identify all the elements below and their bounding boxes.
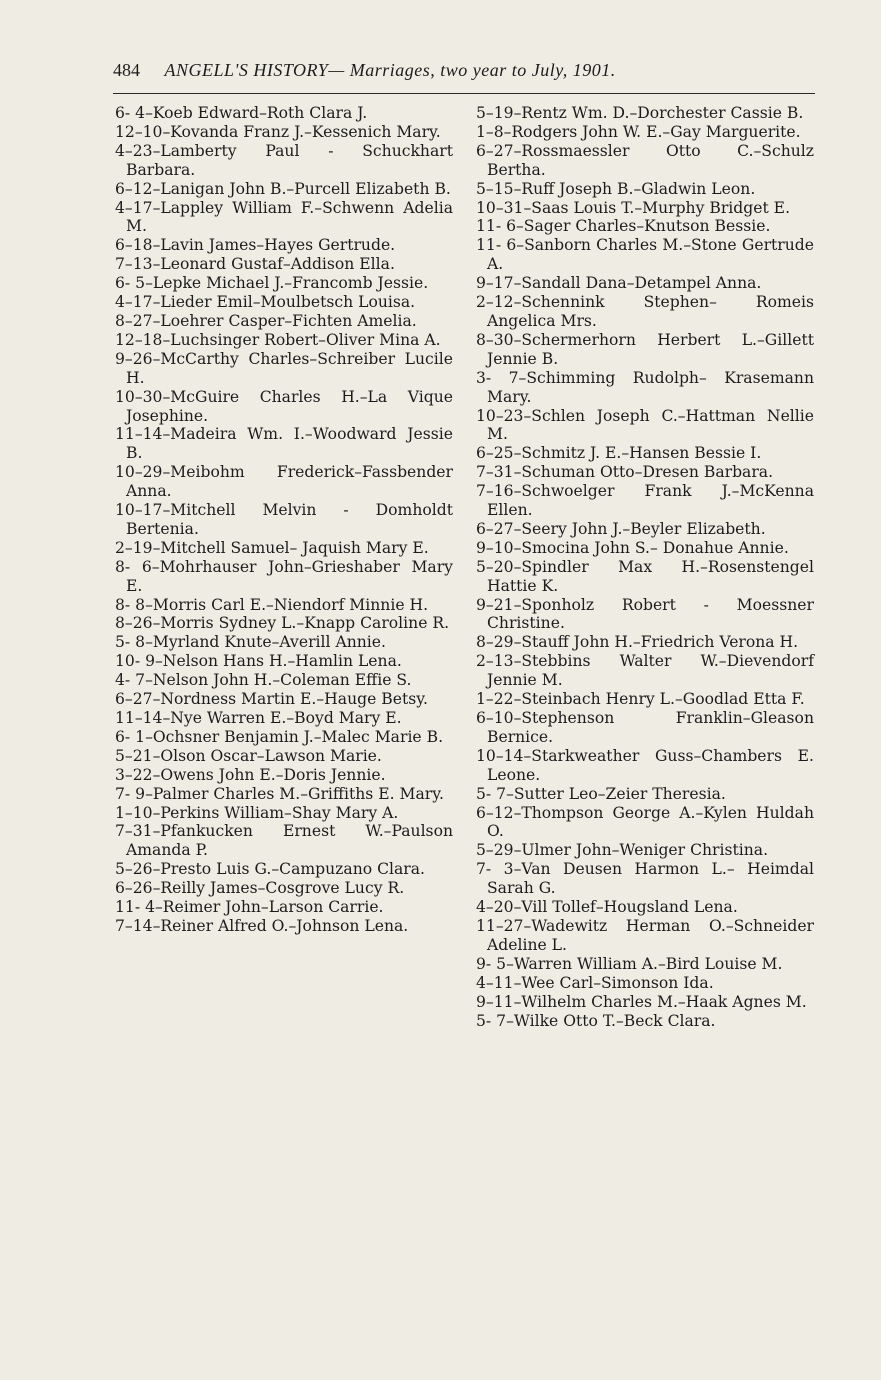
entry-date: 4- 7: [115, 671, 146, 690]
entry-names: –Schennink Stephen– Romeis Angelica Mrs.: [487, 293, 814, 330]
marriage-entry: [115, 388, 453, 426]
entry-date: 10- 9: [115, 652, 155, 671]
entry-names: –Owens John E.–Doris Jennie.: [152, 765, 386, 784]
entry-names: –Lieder Emil–Moulbetsch Louisa.: [152, 293, 416, 312]
entry-date: 6- 1: [115, 727, 146, 746]
marriage-entry: [115, 463, 453, 501]
marriage-entry: [476, 633, 814, 652]
entry-date: 4–11: [476, 973, 514, 992]
entry-names: –McCarthy Charles–Schreiber Lucile H.: [126, 349, 453, 387]
marriage-entry: [115, 614, 453, 633]
entry-date: 4–17: [115, 198, 153, 217]
entry-date: 7–14: [115, 916, 153, 935]
entry-date: 12–18: [115, 330, 163, 349]
entry-date: 6–12: [476, 803, 514, 822]
entry-date: 1–8: [476, 122, 504, 141]
entry-names: –Schermerhorn Herbert L.–Gillett Jennie B.: [487, 330, 814, 368]
entry-date: 8- 8: [115, 595, 146, 614]
entry-names: –Rossmaessler Otto C.–Schulz Bertha.: [487, 141, 814, 179]
entry-names: –Nelson Hans H.–Hamlin Lena.: [155, 652, 402, 671]
marriage-entry: [115, 822, 453, 860]
entry-date: 9–17: [476, 274, 514, 293]
running-title: ANGELL'S HISTORY— Marriages, two year to July, 1901.: [164, 60, 616, 80]
marriage-entry: [476, 180, 814, 199]
entry-names: –Leonard Gustaf–Addison Ella.: [152, 255, 395, 274]
entry-date: 11- 6: [476, 236, 517, 255]
marriage-entry: [115, 690, 453, 709]
entry-date: 7–13: [115, 255, 153, 274]
entry-date: 6–12: [115, 179, 153, 198]
entry-date: 6–27: [476, 141, 514, 160]
entry-date: 10–30: [115, 387, 163, 406]
entry-names: –Lappley William F.–Schwenn Adelia M.: [126, 198, 453, 236]
entry-names: –Perkins William–Shay Mary A.: [152, 803, 399, 822]
marriage-entry: [476, 236, 814, 274]
marriage-entry: [476, 804, 814, 842]
entry-names: –Ochsner Benjamin J.–Malec Marie B.: [145, 727, 444, 746]
entry-names: –Stephenson Franklin–Gleason Bernice.: [487, 709, 814, 746]
marriage-entry: [115, 879, 453, 898]
right-column: [476, 104, 814, 1030]
marriage-entry: [115, 766, 453, 785]
entry-names: –Pfankucken Ernest W.–Paulson Amanda P.: [126, 822, 453, 860]
entry-names: –Mohrhauser John–Grieshaber Mary E.: [126, 557, 453, 595]
entry-date: 4–17: [115, 293, 153, 312]
entry-date: 11–14: [115, 709, 163, 727]
entry-names: –Palmer Charles M.–Griffiths E. Mary.: [145, 784, 444, 803]
entry-date: 8–27: [115, 311, 153, 330]
entry-names: –Myrland Knute–Averill Annie.: [145, 633, 386, 652]
entry-names: –Loehrer Casper–Fichten Amelia.: [152, 311, 417, 330]
marriage-entry: [476, 1012, 814, 1031]
entry-names: –Mitchell Melvin - Domholdt Bertenia.: [126, 501, 453, 538]
entry-date: 6–27: [115, 690, 153, 709]
marriage-entry: [115, 596, 453, 615]
marriage-entry: [476, 558, 814, 596]
left-column: [115, 104, 453, 936]
marriage-entry: [115, 539, 453, 558]
marriage-entry: [115, 785, 453, 804]
entry-names: –Wadewitz Herman O.–Schneider Adeline L.: [487, 916, 814, 954]
entry-date: 9–11: [476, 992, 514, 1011]
marriage-entry: [115, 293, 453, 312]
entry-names: –Madeira Wm. I.–Woodward Jessie B.: [126, 425, 453, 463]
entry-date: 9–10: [476, 538, 514, 557]
entry-date: 6–27: [476, 519, 514, 538]
marriage-entry: [115, 728, 453, 747]
entry-names: –Kovanda Franz J.–Kessenich Mary.: [162, 122, 441, 141]
marriage-entry: [476, 217, 814, 236]
entry-names: –Stebbins Walter W.–Dievendorf Jennie M.: [487, 652, 814, 690]
marriage-entry: [115, 860, 453, 879]
entry-names: –Van Deusen Harmon L.– Heimdal Sarah G.: [487, 860, 814, 898]
entry-date: 6- 5: [115, 274, 146, 293]
marriage-entry: [115, 917, 453, 936]
entry-date: 6- 4: [115, 104, 146, 122]
entry-names: –Thompson George A.–Kylen Huldah O.: [487, 803, 814, 841]
marriage-entry: [476, 709, 814, 747]
entry-date: 10–17: [115, 501, 163, 520]
entry-names: –Koeb Edward–Roth Clara J.: [145, 104, 368, 122]
entry-names: –Ulmer John–Weniger Christina.: [513, 841, 769, 860]
entry-date: 6–25: [476, 444, 514, 463]
marriage-entry: [476, 785, 814, 804]
entry-names: –Nelson John H.–Coleman Effie S.: [145, 671, 412, 690]
entry-date: 1–10: [115, 803, 153, 822]
marriage-entry: [476, 199, 814, 218]
entry-names: –Starkweather Guss–Chambers E. Leone.: [487, 746, 814, 784]
entry-names: –Wilhelm Charles M.–Haak Agnes M.: [513, 992, 807, 1011]
marriage-entry: [476, 596, 814, 634]
entry-date: 2–19: [115, 538, 153, 557]
entry-names: –Schimming Rudolph– Krasemann Mary.: [487, 368, 814, 406]
entry-names: –Stauff John H.–Friedrich Verona H.: [513, 633, 799, 652]
running-header: [113, 60, 813, 81]
entry-date: 10–14: [476, 746, 524, 765]
entry-date: 8- 6: [115, 557, 152, 576]
entry-date: 5–26: [115, 860, 153, 879]
marriage-entry: [476, 123, 814, 142]
entry-names: –Mitchell Samuel– Jaquish Mary E.: [152, 538, 429, 557]
entry-date: 6–26: [115, 879, 153, 898]
entry-names: –Presto Luis G.–Campuzano Clara.: [152, 860, 426, 879]
entry-date: 10–23: [476, 406, 524, 425]
entry-names: –Sutter Leo–Zeier Theresia.: [506, 784, 726, 803]
marriage-entry: [115, 123, 453, 142]
marriage-entry: [115, 671, 453, 690]
entry-date: 11–14: [115, 425, 163, 444]
entry-date: 2–13: [476, 652, 514, 671]
entry-names: –Morris Carl E.–Niendorf Minnie H.: [145, 595, 429, 614]
entry-names: –Schuman Otto–Dresen Barbara.: [513, 463, 774, 482]
header-rule: [113, 93, 815, 94]
entry-date: 7–31: [476, 463, 514, 482]
entry-names: –Saas Louis T.–Murphy Bridget E.: [523, 198, 791, 217]
entry-date: 6–10: [476, 709, 514, 727]
entry-date: 8–30: [476, 330, 514, 349]
marriage-entry: [115, 898, 453, 917]
entry-names: –Vill Tollef–Hougsland Lena.: [513, 898, 738, 917]
marriage-entry: [115, 709, 453, 728]
marriage-entry: [115, 142, 453, 180]
marriage-entry: [476, 520, 814, 539]
entry-names: –McGuire Charles H.–La Vique Josephine.: [126, 387, 453, 425]
marriage-entry: [115, 501, 453, 539]
marriage-entry: [476, 917, 814, 955]
marriage-entry: [476, 690, 814, 709]
marriage-entry: [476, 293, 814, 331]
entry-date: 5–20: [476, 557, 514, 576]
marriage-entry: [115, 804, 453, 823]
entry-names: –Reimer John–Larson Carrie.: [155, 898, 384, 917]
entry-date: 5–29: [476, 841, 514, 860]
marriage-entry: [115, 331, 453, 350]
entry-names: –Wilke Otto T.–Beck Clara.: [506, 1011, 716, 1030]
entry-date: 7- 9: [115, 784, 146, 803]
entry-names: –Sandall Dana–Detampel Anna.: [513, 274, 762, 293]
entry-date: 7–16: [476, 482, 514, 501]
entry-date: 10–31: [476, 198, 524, 217]
entry-date: 3- 7: [476, 368, 519, 387]
entry-names: –Seery John J.–Beyler Elizabeth.: [513, 519, 766, 538]
entry-date: 11- 4: [115, 898, 155, 917]
entry-date: 5–21: [115, 746, 153, 765]
entry-names: –Reilly James–Cosgrove Lucy R.: [152, 879, 405, 898]
marriage-entry: [476, 974, 814, 993]
entry-names: –Steinbach Henry L.–Goodlad Etta F.: [513, 690, 805, 709]
marriage-entry: [476, 482, 814, 520]
entry-date: 11–27: [476, 916, 524, 935]
marriage-entry: [115, 236, 453, 255]
entry-date: 4–23: [115, 141, 153, 160]
entry-date: 7- 3: [476, 860, 514, 879]
entry-names: –Lavin James–Hayes Gertrude.: [152, 236, 396, 255]
entry-names: –Lepke Michael J.–Francomb Jessie.: [145, 274, 429, 293]
entry-date: 7–31: [115, 822, 153, 841]
marriage-entry: [115, 274, 453, 293]
entry-names: –Morris Sydney L.–Knapp Caroline R.: [152, 614, 450, 633]
entry-names: –Schlen Joseph C.–Hattman Nellie M.: [487, 406, 814, 444]
entry-names: –Ruff Joseph B.–Gladwin Leon.: [513, 179, 756, 198]
marriage-entry: [115, 633, 453, 652]
marriage-entry: [115, 199, 453, 237]
entry-date: 5- 7: [476, 1011, 507, 1030]
entry-names: –Schwoelger Frank J.–McKenna Ellen.: [487, 482, 814, 520]
entry-names: –Wee Carl–Simonson Ida.: [513, 973, 714, 992]
marriage-entry: [115, 558, 453, 596]
entry-names: –Smocina John S.– Donahue Annie.: [513, 538, 789, 557]
entry-date: 3–22: [115, 765, 153, 784]
page-number: 484: [113, 60, 140, 80]
entry-names: –Sanborn Charles M.–Stone Gertrude A.: [487, 236, 814, 274]
entry-names: –Lanigan John B.–Purcell Elizabeth B.: [152, 179, 451, 198]
marriage-entry: [115, 180, 453, 199]
marriage-entry: [476, 539, 814, 558]
entry-date: 5–15: [476, 179, 514, 198]
entry-names: –Luchsinger Robert–Oliver Mina A.: [162, 330, 441, 349]
marriage-entry: [476, 955, 814, 974]
marriage-entry: [476, 142, 814, 180]
marriage-entry: [115, 312, 453, 331]
marriage-entry: [115, 652, 453, 671]
entry-date: 11- 6: [476, 217, 516, 236]
entry-date: 10–29: [115, 463, 163, 482]
entry-names: –Nordness Martin E.–Hauge Betsy.: [152, 690, 428, 709]
marriage-entry: [476, 463, 814, 482]
marriage-entry: [476, 407, 814, 445]
entry-date: 8–26: [115, 614, 153, 633]
marriage-entry: [476, 993, 814, 1012]
entry-date: 5–19: [476, 104, 514, 122]
entry-names: –Lamberty Paul - Schuckhart Barbara.: [126, 141, 453, 179]
marriage-entry: [476, 369, 814, 407]
marriage-entry: [115, 747, 453, 766]
entry-names: –Meibohm Frederick–Fassbender Anna.: [126, 463, 453, 501]
entry-names: –Spindler Max H.–Rosenstengel Hattie K.: [487, 557, 814, 595]
entry-date: 5- 7: [476, 784, 507, 803]
entry-date: 9- 5: [476, 954, 507, 973]
entry-names: –Rentz Wm. D.–Dorchester Cassie B.: [513, 104, 804, 122]
marriage-entry: [115, 350, 453, 388]
entry-date: 9–26: [115, 349, 153, 368]
entry-date: 6–18: [115, 236, 153, 255]
marriage-entry: [115, 425, 453, 463]
entry-names: –Reiner Alfred O.–Johnson Lena.: [152, 916, 409, 935]
entry-names: –Sager Charles–Knutson Bessie.: [516, 217, 771, 236]
marriage-entry: [476, 841, 814, 860]
marriage-entry: [476, 331, 814, 369]
marriage-entry: [115, 104, 453, 123]
entry-date: 9–21: [476, 595, 514, 614]
entry-date: 4–20: [476, 898, 514, 917]
entry-date: 2–12: [476, 293, 514, 312]
entry-date: 1–22: [476, 690, 514, 709]
entry-names: –Nye Warren E.–Boyd Mary E.: [162, 709, 402, 727]
entry-date: 8–29: [476, 633, 514, 652]
entry-date: 12–10: [115, 122, 163, 141]
entry-names: –Warren William A.–Bird Louise M.: [506, 954, 783, 973]
entry-names: –Rodgers John W. E.–Gay Marguerite.: [503, 122, 801, 141]
marriage-entry: [476, 444, 814, 463]
marriage-entry: [476, 898, 814, 917]
marriage-entry: [476, 104, 814, 123]
marriage-entry: [476, 747, 814, 785]
entry-date: 5- 8: [115, 633, 146, 652]
marriage-entry: [115, 255, 453, 274]
marriage-entry: [476, 274, 814, 293]
marriage-entry: [476, 652, 814, 690]
marriage-entry: [476, 860, 814, 898]
entry-names: –Olson Oscar–Lawson Marie.: [152, 746, 382, 765]
entry-names: –Sponholz Robert - Moessner Christine.: [487, 595, 814, 633]
entry-names: –Schmitz J. E.–Hansen Bessie I.: [513, 444, 762, 463]
